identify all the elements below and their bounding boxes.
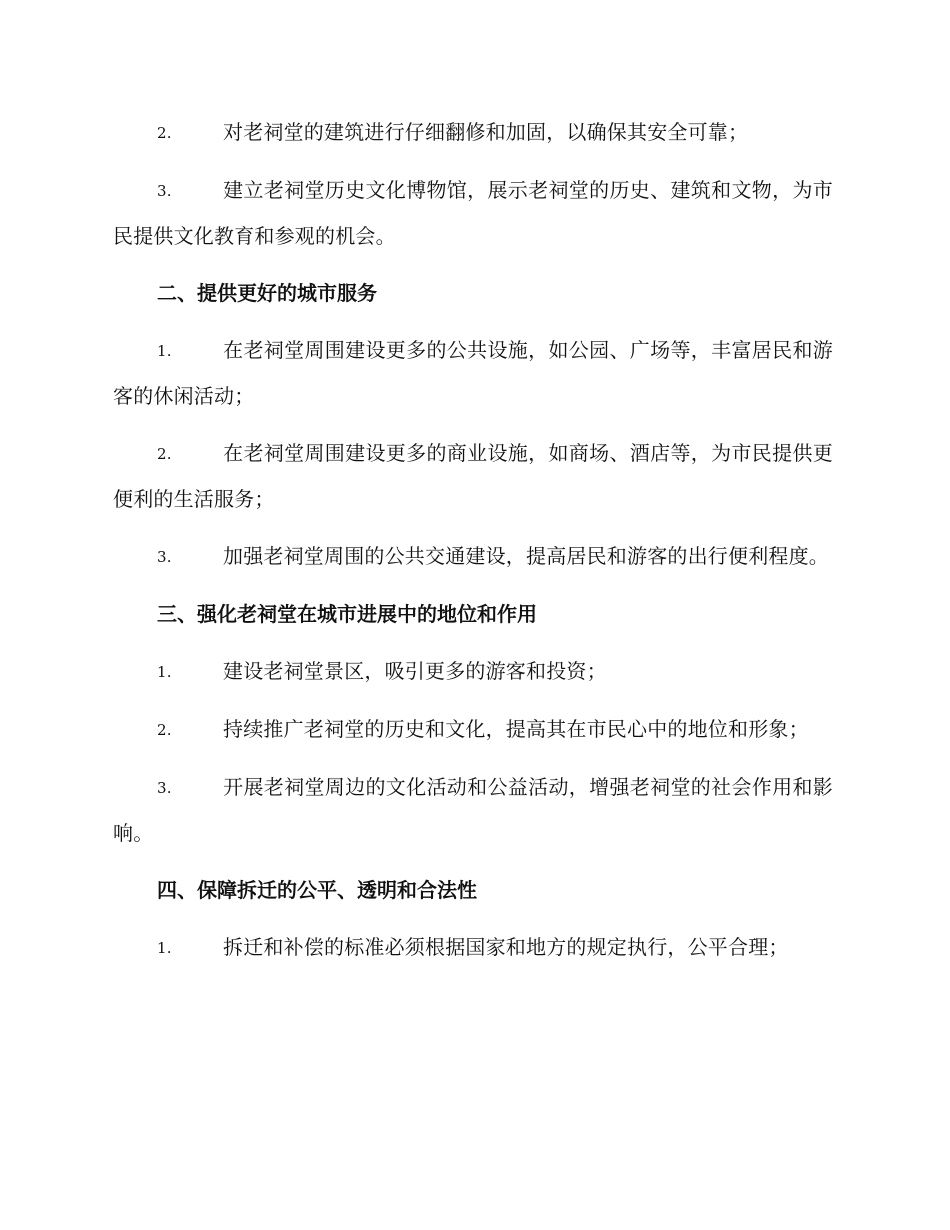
- list-item: [113, 707, 833, 753]
- item-text: 在老祠堂周围建设更多的商业设施，如商场、酒店等，为市民提供更便利的生活服务；: [113, 441, 833, 511]
- list-item: [113, 431, 833, 522]
- item-number: 3.: [157, 182, 172, 200]
- item-text: 加强老祠堂周围的公共交通建设，提高居民和游客的出行便利程度。: [223, 544, 829, 568]
- document-body: [113, 110, 833, 983]
- list-item: [113, 649, 833, 695]
- section-heading: 四、保障拆迁的公平、透明和合法性: [157, 878, 477, 902]
- item-text: 持续推广老祠堂的历史和文化，提高其在市民心中的地位和形象；: [223, 717, 809, 741]
- list-item: [113, 328, 833, 419]
- section-heading: 二、提供更好的城市服务: [157, 281, 377, 305]
- item-number: 3.: [157, 548, 172, 566]
- item-text: 建立老祠堂历史文化博物馆，展示老祠堂的历史、建筑和文物，为市民提供文化教育和参观的机会。: [113, 178, 833, 248]
- section-heading: 三、强化老祠堂在城市进展中的地位和作用: [157, 602, 537, 626]
- item-text: 对老祠堂的建筑进行仔细翻修和加固，以确保其安全可靠；: [223, 120, 749, 144]
- item-text: 开展老祠堂周边的文化活动和公益活动，增强老祠堂的社会作用和影响。: [113, 775, 833, 845]
- list-item: [113, 765, 833, 856]
- item-text: 拆迁和补偿的标准必须根据国家和地方的规定执行，公平合理；: [223, 935, 789, 959]
- item-text: 建设老祠堂景区，吸引更多的游客和投资；: [223, 659, 607, 683]
- list-item: [113, 534, 833, 580]
- list-item: [113, 110, 833, 156]
- item-text: 在老祠堂周围建设更多的公共设施，如公园、广场等，丰富居民和游客的休闲活动；: [113, 338, 833, 408]
- item-number: 1.: [157, 939, 172, 957]
- item-number: 3.: [157, 779, 172, 797]
- list-item: [113, 925, 833, 971]
- item-number: 2.: [157, 124, 172, 142]
- item-number: 2.: [157, 721, 172, 739]
- item-number: 2.: [157, 445, 172, 463]
- item-number: 1.: [157, 342, 172, 360]
- item-number: 1.: [157, 663, 172, 681]
- list-item: [113, 168, 833, 259]
